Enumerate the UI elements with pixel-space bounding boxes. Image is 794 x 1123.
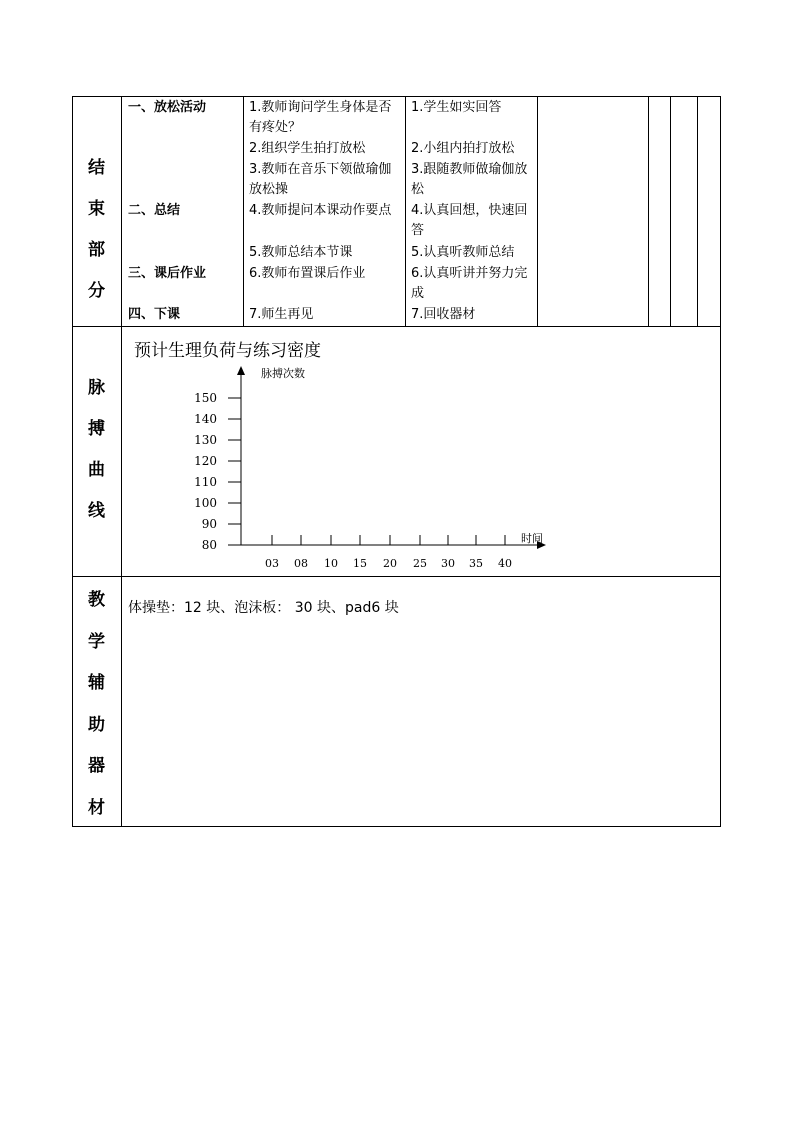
x-ticks	[265, 535, 512, 570]
x-tick-label: 20	[383, 557, 397, 570]
y-tick-label: 130	[194, 433, 217, 447]
section-char: 结	[88, 158, 105, 178]
x-tick-label: 30	[441, 557, 455, 570]
section-char: 学	[88, 631, 105, 652]
section-label-equipment	[72, 580, 121, 830]
teacher-column-border	[405, 96, 406, 327]
y-tick-label: 120	[194, 454, 217, 468]
y-tick-label: 100	[194, 496, 217, 510]
section-char: 曲	[88, 460, 105, 480]
x-tick-label: 03	[265, 557, 279, 570]
extra-column-border-2	[670, 96, 671, 327]
section-char: 搏	[88, 419, 105, 439]
y-tick-label: 140	[194, 412, 217, 426]
section-label-pulse	[72, 368, 121, 532]
section-char: 辅	[88, 673, 105, 694]
section-char: 线	[88, 501, 105, 521]
y-tick-label: 90	[201, 517, 217, 531]
x-tick-label: 08	[294, 557, 308, 570]
section-char: 教	[88, 590, 105, 610]
student-activity-5: 5.认真听教师总结	[411, 245, 515, 260]
y-axis-label: 脉搏次数	[261, 367, 305, 380]
pulse-chart	[122, 327, 720, 576]
y-tick-label: 80	[201, 538, 217, 552]
teacher-activity-1: 1.教师询问学生身体是否有疼处？	[249, 100, 392, 135]
extra-column-border-1	[648, 96, 649, 327]
stage-homework: 三、课后作业	[128, 266, 207, 281]
table-bottom-border	[72, 826, 721, 827]
section-char: 分	[88, 281, 105, 301]
extra-column-border-3	[697, 96, 698, 327]
stage-summary: 二、总结	[128, 203, 181, 218]
x-axis-label: 时间	[521, 532, 543, 545]
section-char: 材	[88, 797, 105, 818]
y-axis-arrow	[237, 366, 245, 375]
x-tick-label: 25	[413, 557, 427, 570]
student-column-border	[537, 96, 538, 327]
section-label-closing	[72, 148, 121, 312]
x-tick-label: 15	[353, 557, 367, 570]
section-char: 脉	[88, 378, 105, 398]
chart-title: 预计生理负荷与练习密度	[134, 341, 321, 361]
table-top-border	[72, 96, 721, 97]
teacher-activity-4: 4.教师提问本课动作要点	[249, 203, 392, 218]
y-ticks	[194, 391, 241, 552]
student-activity-7: 7.回收器材	[411, 307, 476, 322]
x-tick-label: 35	[469, 557, 483, 570]
stage-column-border	[243, 96, 244, 327]
x-tick-label: 10	[324, 557, 338, 570]
student-activity-4: 4.认真回想，快速回答	[411, 203, 528, 238]
section-char: 助	[88, 714, 105, 735]
teacher-activity-2: 2.组织学生拍打放松	[249, 141, 366, 156]
student-activity-6: 6.认真听讲并努力完成	[411, 266, 528, 301]
student-activity-1: 1.学生如实回答	[411, 100, 502, 115]
stage-dismiss: 四、下课	[128, 307, 181, 322]
teacher-activity-6: 6.教师布置课后作业	[249, 266, 366, 281]
table-right-border	[720, 96, 721, 827]
y-tick-label: 150	[194, 391, 217, 405]
y-tick-label: 110	[194, 475, 217, 489]
teacher-activity-7: 7.师生再见	[249, 307, 314, 322]
section-char: 束	[88, 199, 105, 219]
stage-relax: 一、放松活动	[128, 100, 207, 115]
student-activity-2: 2.小组内拍打放松	[411, 141, 515, 156]
teacher-activity-5: 5.教师总结本节课	[249, 245, 353, 260]
equipment-list: 体操垫：12 块、泡沫板： 30 块、pad6 块	[128, 600, 399, 616]
teacher-activity-3: 3.教师在音乐下领做瑜伽放松操	[249, 162, 392, 197]
student-activity-3: 3.跟随教师做瑜伽放松	[411, 162, 528, 197]
section-char: 器	[88, 756, 105, 777]
section-char: 部	[88, 240, 105, 260]
x-tick-label: 40	[498, 557, 512, 570]
row-divider-pulse	[72, 576, 721, 577]
